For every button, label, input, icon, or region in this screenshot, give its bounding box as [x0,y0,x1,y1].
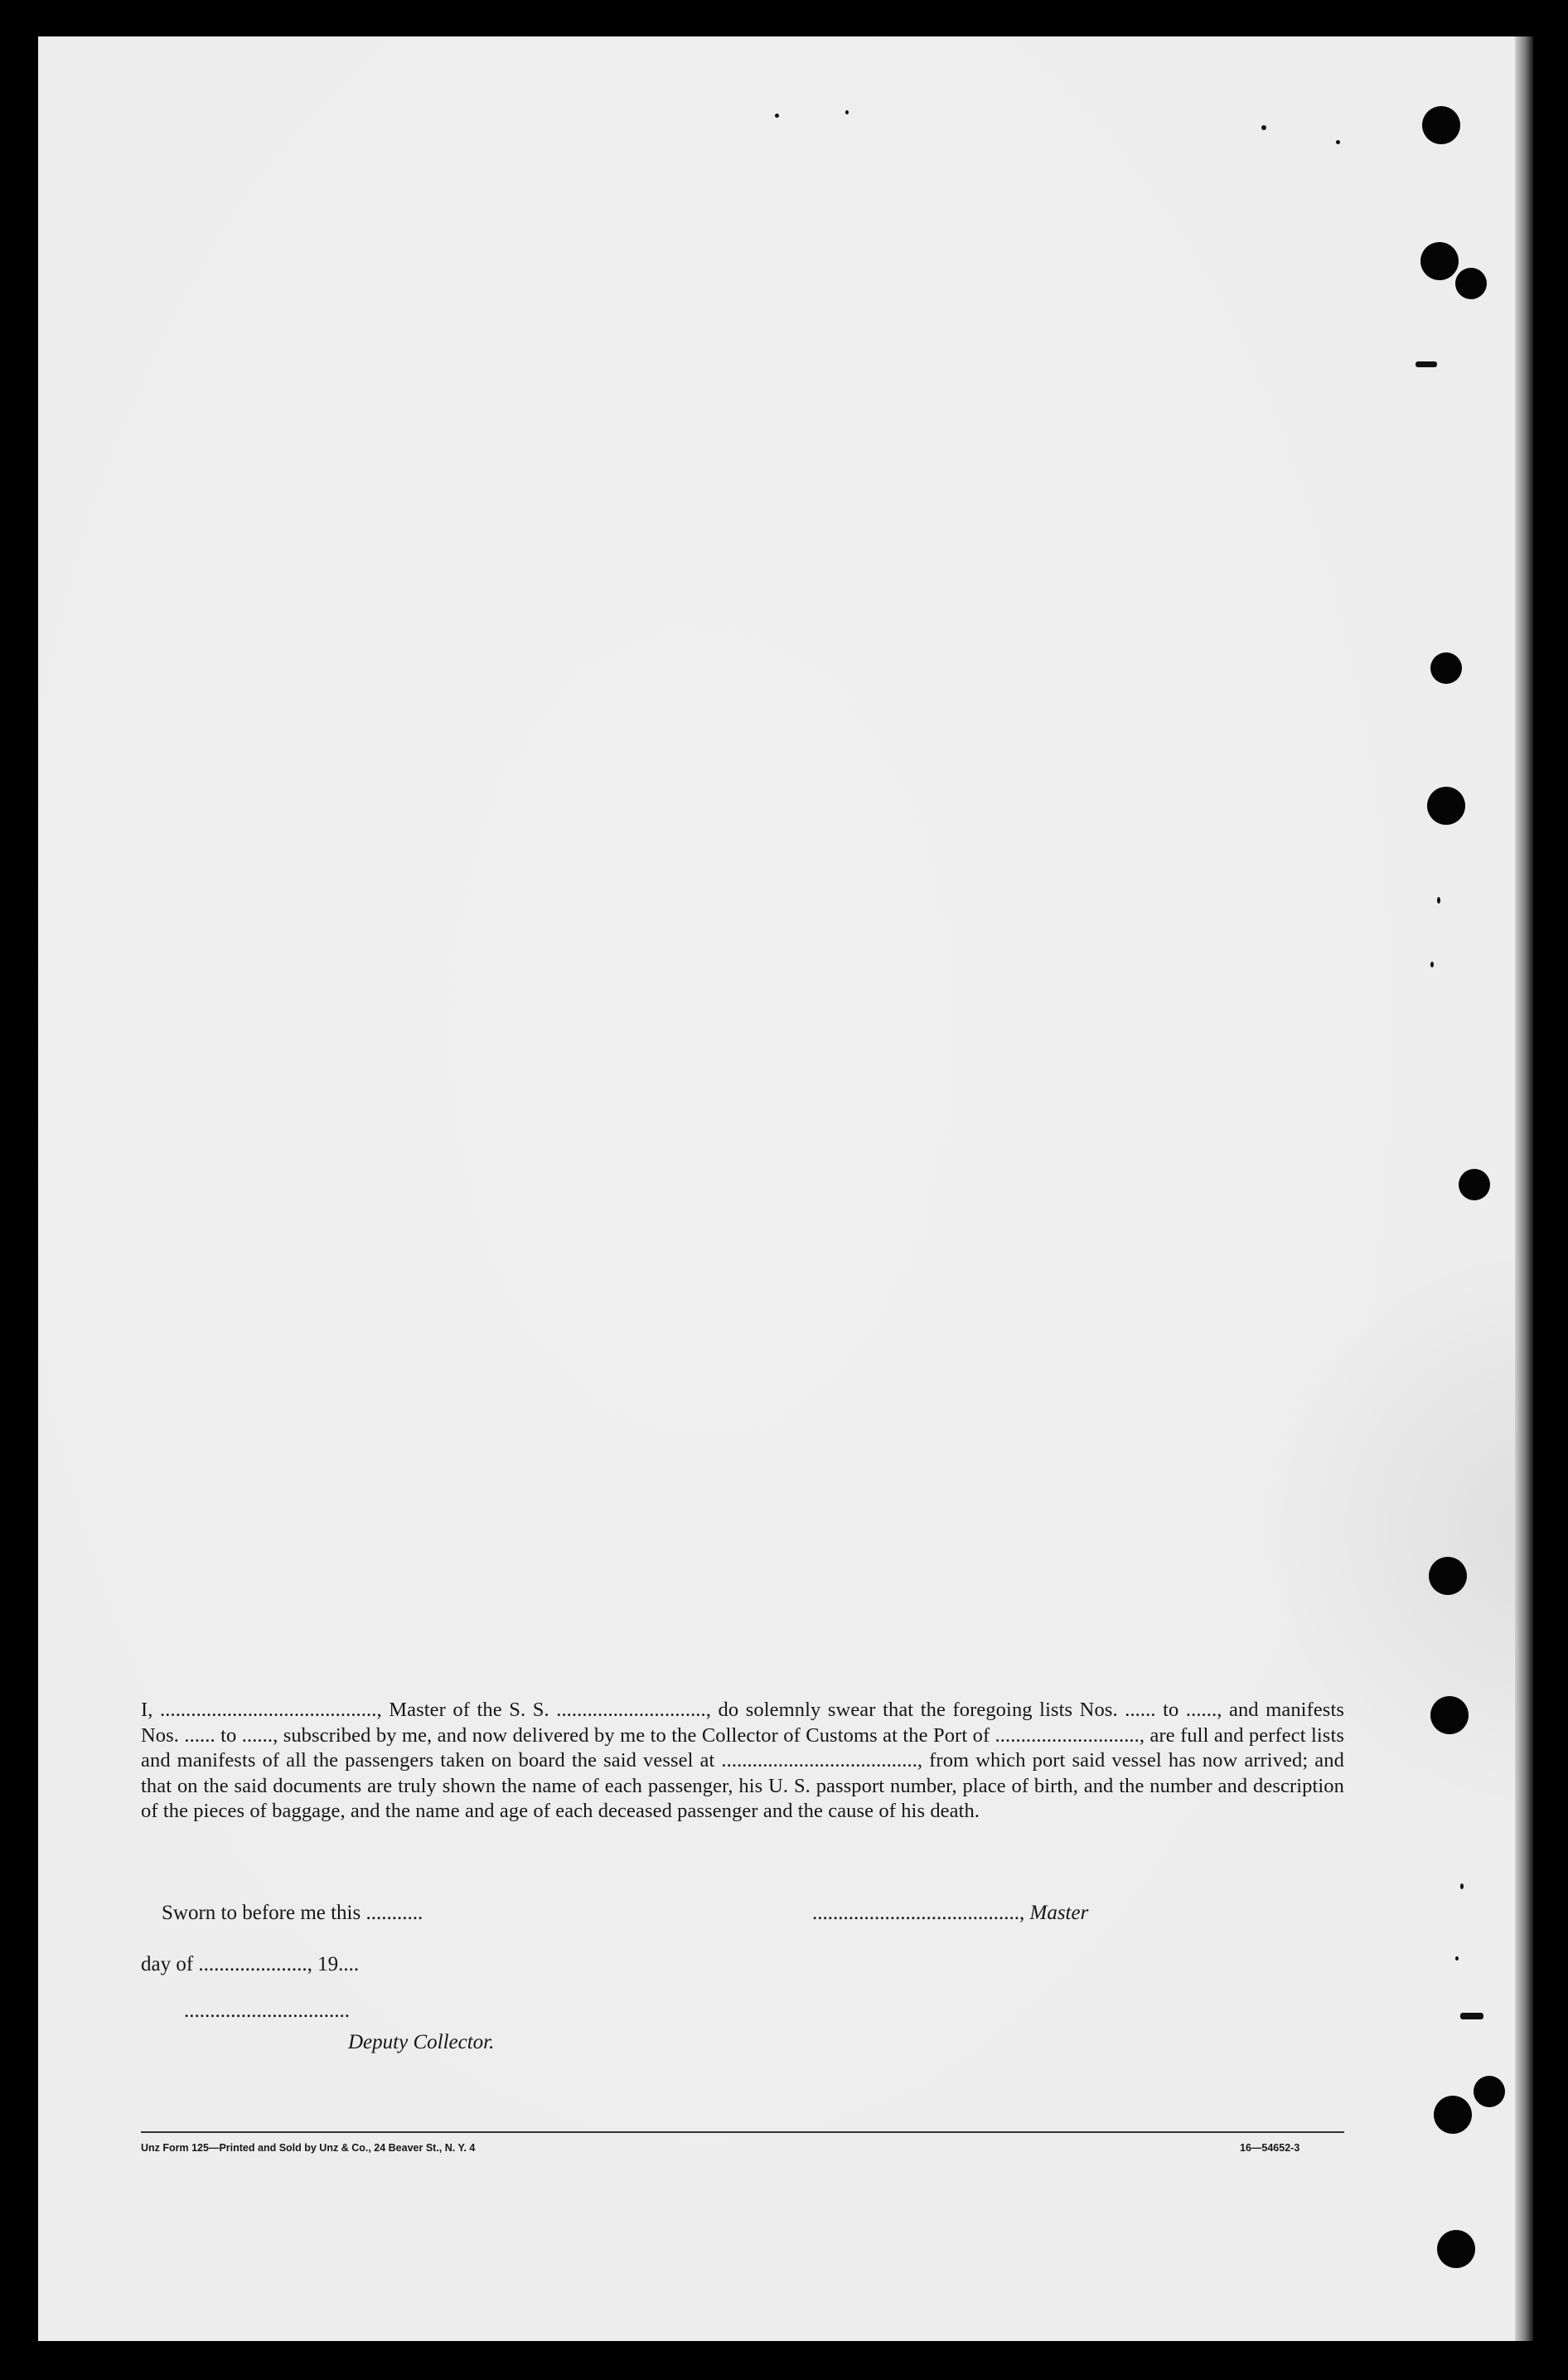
punch-hole [1427,787,1465,825]
form-number: 16—54652-3 [1240,2142,1300,2154]
deputy-collector-label: Deputy Collector. [348,2031,495,2053]
ink-speck [1430,962,1434,967]
ink-speck [845,110,849,114]
punch-hole [1455,268,1487,299]
ink-speck [1460,1883,1464,1889]
punch-hole [1420,242,1459,280]
master-label: Master [1029,1902,1089,1924]
punch-hole [1430,1696,1469,1734]
punch-hole [1434,2096,1472,2134]
ink-speck [1460,2013,1483,2019]
punch-hole [1437,2230,1475,2268]
ink-speck [1416,361,1437,367]
ink-speck [1336,140,1340,144]
footer-rule [141,2131,1344,2133]
punch-hole [1430,652,1462,684]
ink-speck [775,114,779,118]
deputy-signature-dots: ................................ [184,1999,350,2022]
sworn-line: Sworn to before me this ........... [162,1902,423,1924]
ink-speck [1455,1956,1459,1961]
master-signature-dots: ........................................, [812,1902,1030,1924]
oath-paragraph: I, .........................................., Master of the S. S. ............................., do solemnly swear that the foregoing lists Nos. ...... to ......, and manifests Nos. ...... to ......, subscribed by me, and now delivered by me to the Collector of Customs at the Port of ............................, are full and perfect lists and manifests of all the passengers taken on board the said vessel at ......................................, from which port said vessel has now arrived; and that on the said documents are truly shown the name of each passenger, his U. S. passport number, place of birth, and the number and description of the pieces of baggage, and the name and age of each deceased passenger and the cause of his death. [141,1699,1344,1822]
punch-hole [1429,1557,1467,1595]
page-edge-shadow [1515,36,1533,2341]
master-signature-line [812,1902,1088,1925]
printer-imprint: Unz Form 125—Printed and Sold by Unz & Co., 24 Beaver St., N. Y. 4 [141,2142,476,2154]
punch-hole [1474,2076,1505,2107]
punch-hole [1422,106,1460,144]
date-line: day of ....................., 19.... [141,1953,360,1975]
ink-speck [1437,897,1440,904]
ink-speck [1261,125,1266,130]
document-page [38,36,1515,2341]
punch-hole [1459,1169,1490,1200]
